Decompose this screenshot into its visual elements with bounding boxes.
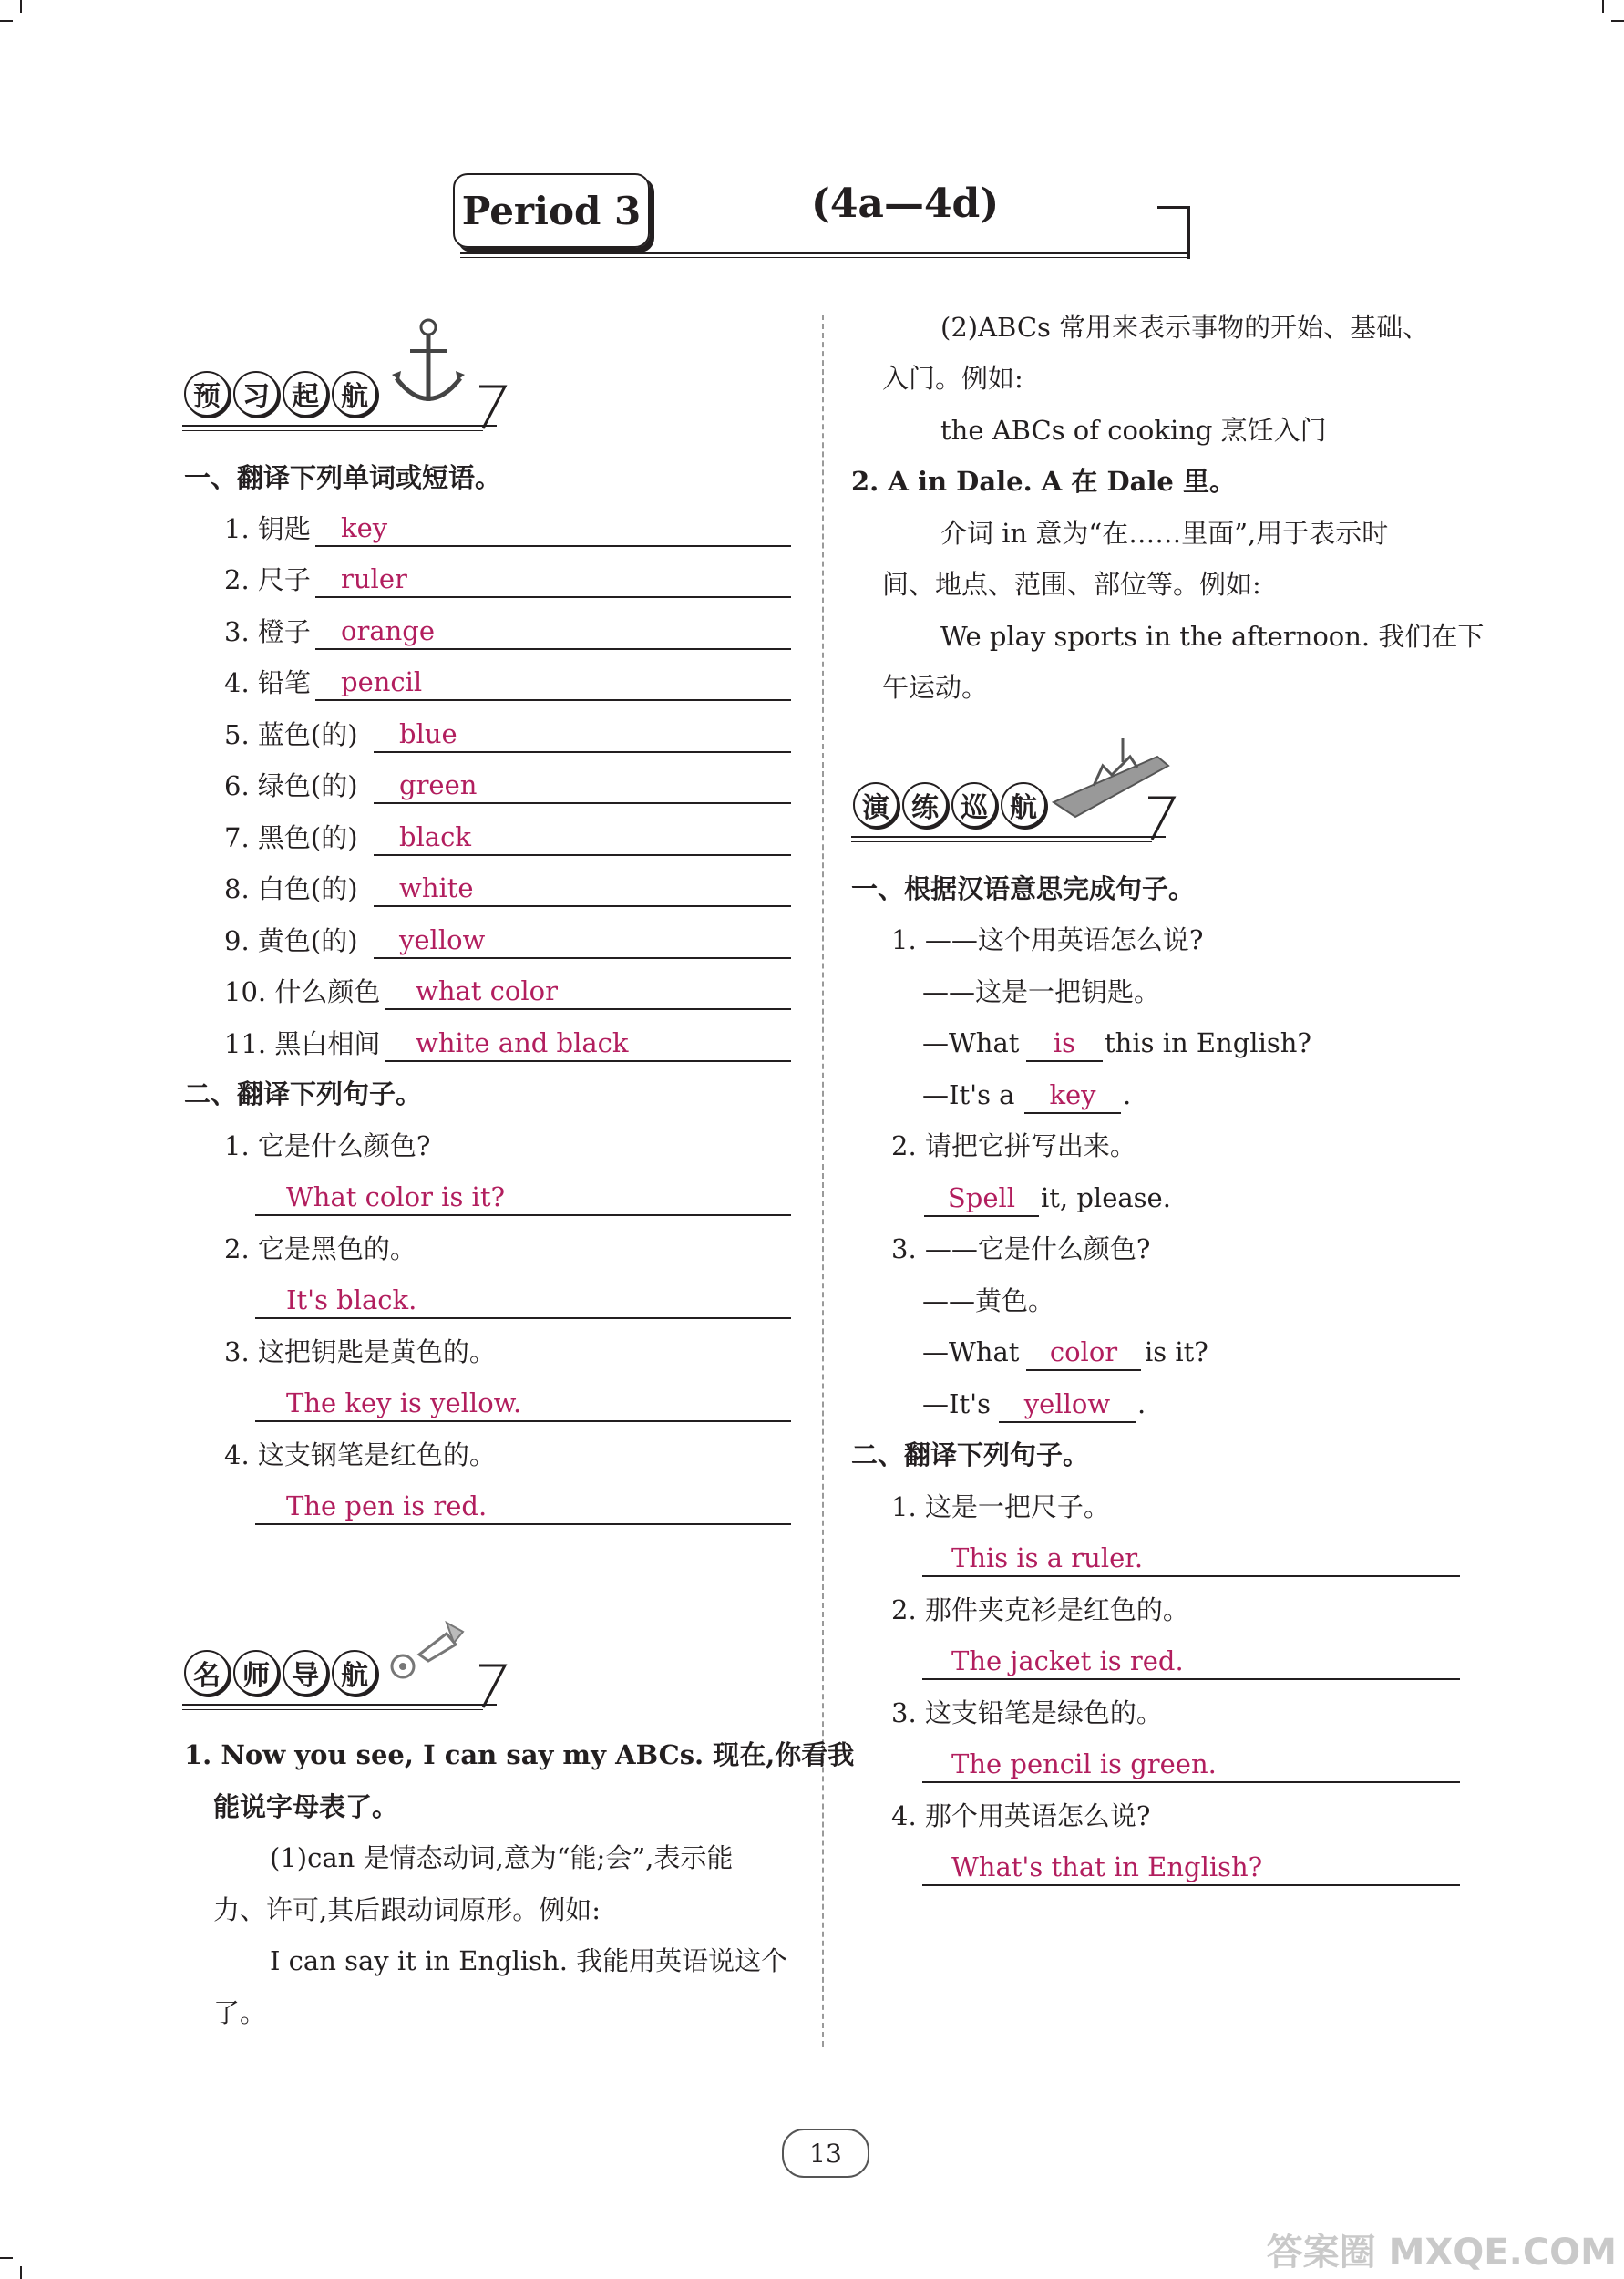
note-1-point-1-cont: 力、许可,其后跟动词原形。例如: xyxy=(213,1894,601,1925)
crop-mark xyxy=(1602,0,1604,13)
vocab-answer: black xyxy=(399,821,471,852)
q1-blank-2-answer: key xyxy=(1049,1079,1096,1110)
vocab-label: 1. 钥匙 xyxy=(224,513,311,544)
section-header-preview xyxy=(184,371,381,417)
vocab-answer-line[interactable] xyxy=(374,820,791,856)
q2-blank[interactable] xyxy=(924,1181,1039,1217)
watermark: 答案圈 MXQE.COM xyxy=(1266,2232,1617,2274)
q3-blank-1-answer: color xyxy=(1049,1336,1118,1367)
translate-question: 2. 那件夹克衫是红色的。 xyxy=(891,1594,1189,1625)
q3-english-line1-end: is it? xyxy=(1145,1336,1208,1367)
section-char: 演 xyxy=(853,782,899,828)
q3-chinese-line2: ——黄色。 xyxy=(922,1285,1055,1316)
sentence-question: 1. 它是什么颜色? xyxy=(224,1130,431,1161)
title-bracket xyxy=(1157,206,1190,209)
section-header-teacher xyxy=(184,1650,381,1696)
section-rule xyxy=(851,836,1166,838)
section-rule xyxy=(182,425,497,427)
section-char: 航 xyxy=(332,1650,377,1696)
period-title: Period 3 xyxy=(453,173,650,248)
section-char: 预 xyxy=(184,371,230,417)
compass-icon xyxy=(383,1614,474,1686)
vocab-answer: ruler xyxy=(341,563,407,594)
note-1-point-1: (1)can 是情态动词,意为“能;会”,表示能 xyxy=(270,1842,734,1873)
crop-mark xyxy=(20,0,22,13)
q3-blank-2-answer: yellow xyxy=(1023,1388,1111,1419)
q1-english-line2-start: —It's a xyxy=(922,1079,1015,1110)
vocab-answer-line[interactable] xyxy=(374,717,791,753)
practice-part2-heading: 二、翻译下列句子。 xyxy=(851,1439,1090,1470)
translate-question: 3. 这支铅笔是绿色的。 xyxy=(891,1697,1163,1728)
q1-blank-2[interactable] xyxy=(1024,1078,1121,1114)
title-underline xyxy=(460,252,1189,254)
q3-english-line2-end: . xyxy=(1137,1388,1146,1419)
q1-chinese-line1: 1. ——这个用英语怎么说? xyxy=(891,924,1204,955)
q3-english-line2-start: —It's xyxy=(922,1388,991,1419)
vocab-answer-line[interactable] xyxy=(374,768,791,804)
q2-blank-answer: Spell xyxy=(947,1182,1016,1213)
sentence-answer-line[interactable] xyxy=(255,1489,791,1525)
vocab-answer: blue xyxy=(399,718,457,749)
vocab-answer: green xyxy=(399,769,478,800)
q1-chinese-line2: ——这是一把钥匙。 xyxy=(922,976,1161,1007)
part1-heading: 一、翻译下列单词或短语。 xyxy=(184,462,502,493)
sentence-answer: The key is yellow. xyxy=(286,1387,522,1418)
note-1-example-cont: 了。 xyxy=(213,1997,267,2028)
vocab-answer-line[interactable] xyxy=(315,665,791,701)
note-2-title: 2. A in Dale. A 在 Dale 里。 xyxy=(851,466,1236,497)
note-1-title-cont: 能说字母表了。 xyxy=(213,1791,399,1822)
vocab-answer-line[interactable] xyxy=(385,1026,791,1062)
vocab-answer-line[interactable] xyxy=(385,974,791,1010)
title-underline-thin xyxy=(460,257,1189,258)
crop-mark xyxy=(0,2257,13,2259)
section-char: 师 xyxy=(233,1650,279,1696)
translate-answer: The jacket is red. xyxy=(951,1645,1184,1676)
translate-answer: This is a ruler. xyxy=(951,1542,1144,1573)
vocab-label: 5. 蓝色(的) xyxy=(224,719,358,750)
vocab-answer: yellow xyxy=(399,924,486,955)
vocab-answer: what color xyxy=(416,975,558,1006)
sentence-answer: It's black. xyxy=(286,1284,417,1315)
sentence-question: 2. 它是黑色的。 xyxy=(224,1233,416,1264)
q3-blank-2[interactable] xyxy=(999,1387,1136,1423)
note-2-example: We play sports in the afternoon. 我们在下 xyxy=(940,621,1485,652)
vocab-answer: white xyxy=(399,872,474,903)
section-rule xyxy=(182,1704,497,1706)
translate-answer: The pencil is green. xyxy=(951,1748,1217,1779)
q1-english-line1-start: —What xyxy=(922,1027,1020,1058)
section-char: 航 xyxy=(1001,782,1046,828)
section-char: 名 xyxy=(184,1650,230,1696)
translate-answer-line[interactable] xyxy=(922,1850,1460,1886)
q1-blank-1-answer: is xyxy=(1053,1027,1076,1058)
note-2-body: 介词 in 意为“在……里面”,用于表示时 xyxy=(940,518,1389,549)
section-bracket-icon xyxy=(474,1662,510,1713)
vocab-answer-line[interactable] xyxy=(315,614,791,650)
practice-part1-heading: 一、根据汉语意思完成句子。 xyxy=(851,873,1196,904)
q3-chinese-line1: 3. ——它是什么颜色? xyxy=(891,1233,1151,1264)
note-2-example-cont: 午运动。 xyxy=(882,672,989,703)
note-2-body-cont: 间、地点、范围、部位等。例如: xyxy=(882,569,1261,600)
translate-answer: What's that in English? xyxy=(951,1851,1263,1882)
sentence-answer-line[interactable] xyxy=(255,1180,791,1216)
sentence-question: 4. 这支钢笔是红色的。 xyxy=(224,1439,496,1470)
section-char: 导 xyxy=(283,1650,328,1696)
note-1-point-2: (2)ABCs 常用来表示事物的开始、基础、 xyxy=(940,312,1430,343)
title-bracket xyxy=(1187,206,1190,259)
q2-chinese: 2. 请把它拼写出来。 xyxy=(891,1130,1136,1161)
vocab-label: 11. 黑白相间 xyxy=(224,1028,381,1059)
q2-english: it, please. xyxy=(1041,1182,1171,1213)
vocab-label: 7. 黑色(的) xyxy=(224,822,358,853)
page-number-text: 13 xyxy=(809,2138,842,2169)
section-char: 习 xyxy=(233,371,279,417)
q1-english-line2-end: . xyxy=(1123,1079,1132,1110)
vocab-label: 8. 白色(的) xyxy=(224,873,358,904)
page-number xyxy=(782,2129,869,2178)
note-1-point-2-cont: 入门。例如: xyxy=(882,363,1023,394)
note-1-title: 1. Now you see, I can say my ABCs. 现在,你看我 xyxy=(184,1739,855,1770)
q1-english-line1-end: this in English? xyxy=(1105,1027,1311,1058)
section-char: 巡 xyxy=(951,782,997,828)
section-rule xyxy=(182,430,483,431)
section-char: 练 xyxy=(902,782,948,828)
sentence-answer: The pen is red. xyxy=(286,1490,488,1521)
vocab-answer-line[interactable] xyxy=(374,871,791,907)
vocab-label: 9. 黄色(的) xyxy=(224,925,358,956)
sentence-answer-line[interactable] xyxy=(255,1386,791,1422)
vocab-answer: pencil xyxy=(341,666,423,697)
vocab-answer-line[interactable] xyxy=(315,562,791,598)
period-range: (4a—4d) xyxy=(811,180,1000,227)
section-rule xyxy=(182,1709,483,1710)
sentence-answer: What color is it? xyxy=(286,1181,506,1212)
vocab-label: 3. 橙子 xyxy=(224,616,311,647)
column-divider xyxy=(822,315,824,2047)
note-1-example: I can say it in English. 我能用英语说这个 xyxy=(270,1945,788,1976)
translate-answer-line[interactable] xyxy=(922,1644,1460,1680)
q1-blank-1[interactable] xyxy=(1026,1026,1103,1062)
vocab-label: 2. 尺子 xyxy=(224,564,311,595)
translate-question: 4. 那个用英语怎么说? xyxy=(891,1800,1151,1831)
section-bracket-icon xyxy=(474,383,510,434)
section-rule xyxy=(851,841,1152,842)
crop-mark xyxy=(1611,20,1624,22)
vocab-answer: key xyxy=(341,512,388,543)
part2-heading: 二、翻译下列句子。 xyxy=(184,1078,423,1109)
q3-english-line1-start: —What xyxy=(922,1336,1020,1367)
note-1-point-2-example: the ABCs of cooking 烹饪入门 xyxy=(940,415,1327,446)
sentence-question: 3. 这把钥匙是黄色的。 xyxy=(224,1336,496,1367)
q3-blank-1[interactable] xyxy=(1026,1335,1141,1371)
vocab-label: 10. 什么颜色 xyxy=(224,976,381,1007)
vocab-answer: orange xyxy=(341,615,436,646)
section-bracket-icon xyxy=(1143,794,1179,845)
vocab-answer-line[interactable] xyxy=(374,923,791,959)
translate-answer-line[interactable] xyxy=(922,1747,1460,1783)
section-char: 起 xyxy=(283,371,328,417)
vocab-answer-line[interactable] xyxy=(315,510,791,547)
translate-answer-line[interactable] xyxy=(922,1541,1460,1577)
vocab-label: 4. 铅笔 xyxy=(224,667,311,698)
vocab-answer: white and black xyxy=(416,1027,629,1058)
section-char: 航 xyxy=(332,371,377,417)
vocab-label: 6. 绿色(的) xyxy=(224,770,358,801)
crop-mark xyxy=(20,2266,22,2279)
sentence-answer-line[interactable] xyxy=(255,1283,791,1319)
translate-question: 1. 这是一把尺子。 xyxy=(891,1491,1110,1522)
section-header-practice xyxy=(853,782,1050,828)
crop-mark xyxy=(0,20,13,22)
